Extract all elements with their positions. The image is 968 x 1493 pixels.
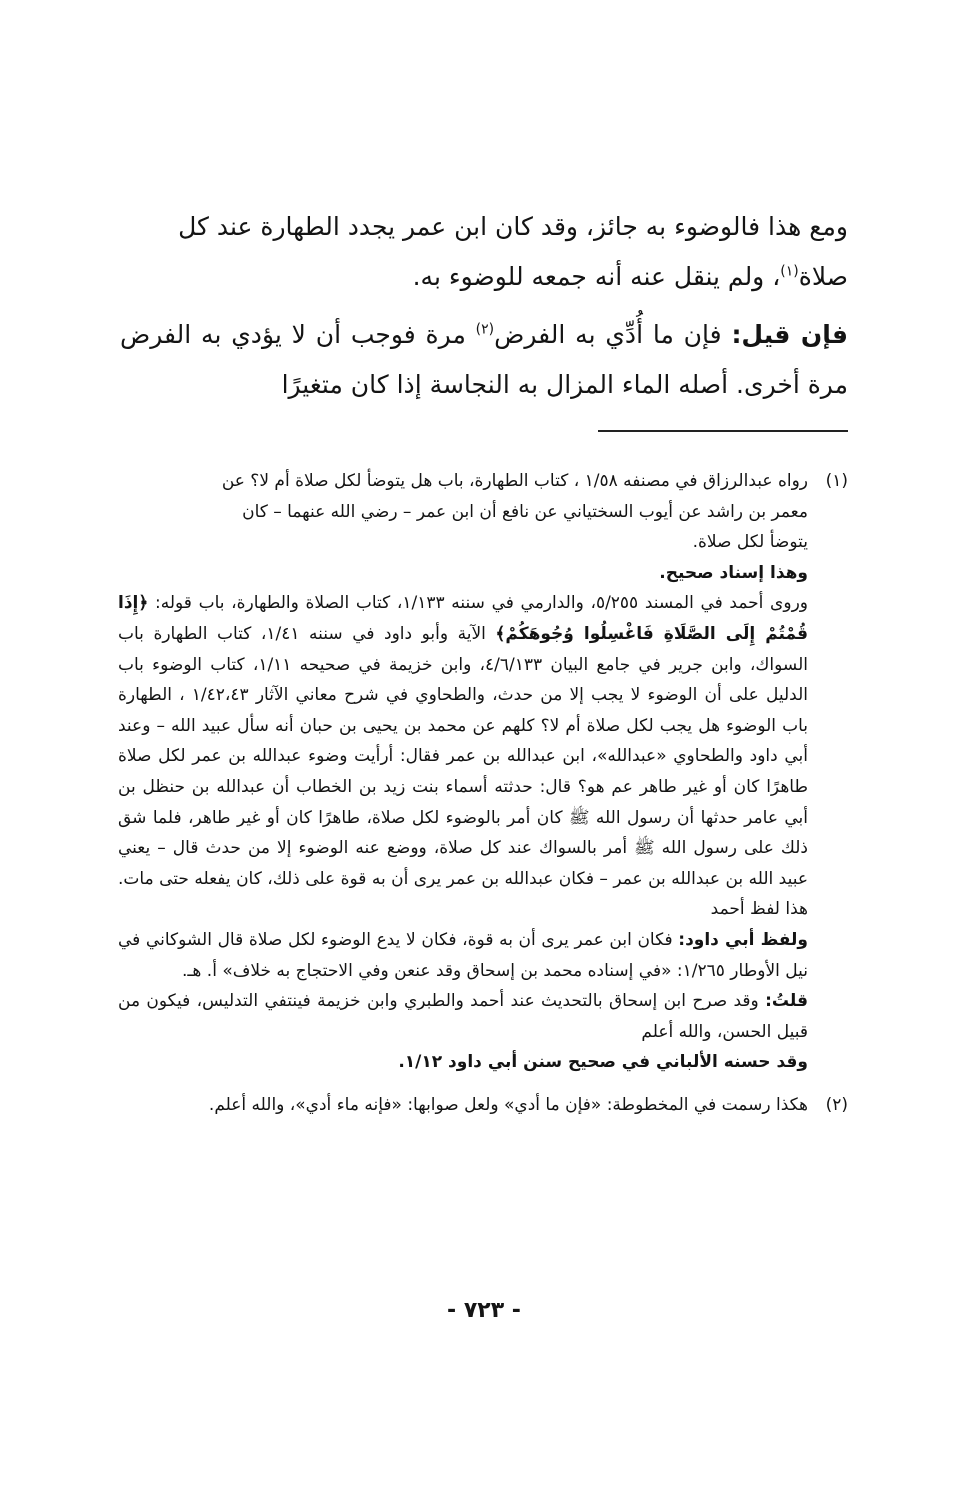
- footnote-reference-2: (٢): [475, 321, 495, 338]
- footnotes-block: [118, 466, 848, 1120]
- main-paragraph-2: [120, 310, 848, 410]
- footnote-separator: [598, 430, 848, 432]
- footnote-1-paragraph-a-after: الآية وأبو داود في سننه ١/٤١، كتاب الطهارة باب السواك، وابن جرير في جامع البيان ٤/٦/١٣٣، وابن خزيمة في صحيحه ١/١١، كتاب الوضوء باب الدليل على أن الوضوء لا يجب إلا من حدث، والطحاوي في شرح معاني الآثار ١/٤٢،٤٣ ، الطهارة باب الوضوء هل يجب لكل صلاة أم لا؟ كلهم عن محمد بن يحيى بن حبان أنه سأل عبيد الله – وعند أبي داود والطحاوي «عبدالله»، ابن عبدالله بن عمر فقال: أرأيت وضوء عبدالله بن عمر لكل صلاة طاهرًا كان أو غير طاهر عم هو؟ قال: حدثته أسماء بنت زيد بن الخطاب أن عبدالله بن حنظل بن أبي عامر حدثها أن رسول الله ﷺ كان أمر بالوضوء لكل صلاة، طاهرًا كان أو غير طاهر، فلما شق ذلك على رسول الله ﷺ أمر بالسواك عند كل صلاة، ووضع عنه الوضوء إلا من حدث قال – يعني عبيد الله بن عبدالله بن عمر – فكان عبدالله بن عمر يرى أن به قوة على ذلك، كان يفعله حتى مات. هذا لفظ أحمد: [118, 623, 808, 920]
- footnote-1: [118, 466, 848, 1078]
- main-paragraph-1-text-a: صلاة: [798, 262, 848, 291]
- footnote-1-paragraph-b-text: فكان ابن عمر يرى أن به قوة، فكان لا يدع الوضوء لكل صلاة قال الشوكاني في نيل الأوطار ١/٢٦٥: «في إسناده محمد بن إسحاق وقد عنعن وفي الاحتجاج به خلاف» أ. هـ.: [118, 929, 808, 981]
- main-paragraph-2-text-b: مرة فوجب أن لا يؤدي به الفرض مرة أخرى. أصله الماء المزال به النجاسة إذا كان متغيرًا: [120, 320, 848, 399]
- footnote-1-source-line-2: معمر بن راشد عن أيوب السختياني عن نافع أن ابن عمر – رضي الله عنهما – كان: [242, 501, 808, 522]
- main-paragraph-2-text-a: فإن ما أُدِّي به الفرض: [494, 320, 732, 349]
- quran-verse: ﴿إِذَا قُمْتُمْ إِلَى الصَّلَاةِ فَاغْسِلُوا وُجُوهَكُمْ﴾: [118, 593, 808, 644]
- footnote-1-paragraph-c-text: وقد صرح ابن إسحاق بالتحديث عند أحمد والطبري وابن خزيمة فينتفي التدليس، فيكون من قبيل الحسن، والله أعلم: [118, 991, 808, 1042]
- footnote-1-body: [118, 466, 808, 1078]
- footnote-1-source-line-1: رواه عبدالرزاق في مصنفه ١/٥٨ ، كتاب الطهارة، باب هل يتوضأ لكل صلاة أم لا؟ عن: [221, 471, 808, 491]
- footnote-1-paragraph-c: [118, 986, 808, 1047]
- footnote-1-number: (١): [825, 471, 848, 491]
- abu-dawud-lead: ولفظ أبي داود:: [678, 929, 808, 950]
- footnote-1-albani-line: وقد حسنه الألباني في صحيح سنن أبي داود ١/١٢.: [398, 1052, 808, 1073]
- footnote-2-text: هكذا رسمت في المخطوطة: «فإن ما أدي» ولعل صوابها: «فإنه ماء أدي»، والله أعلم.: [208, 1094, 808, 1115]
- page-number: - ٧٢٣ -: [447, 1298, 521, 1323]
- footnote-1-source-line-3: يتوضأ لكل صلاة.: [692, 532, 808, 553]
- footnote-1-paragraph-a-before: وروى أحمد في المسند ٥/٢٥٥، والدارمي في سننه ١/١٣٣، كتاب الصلاة والطهارة، باب قوله:: [148, 593, 808, 614]
- objection-lead: فإن قيل:: [731, 320, 849, 349]
- footnote-2-number: (٢): [825, 1094, 848, 1115]
- main-text-block: [120, 202, 848, 410]
- footnote-1-verdict: وهذا إسناد صحيح.: [659, 562, 808, 583]
- main-paragraph-1-text-b: ، ولم ينقل عنه أنه جمعه للوضوء به.: [412, 262, 781, 291]
- qultu-lead: قلتُ:: [765, 991, 808, 1012]
- footnote-2-body: [118, 1090, 808, 1121]
- main-paragraph-1-line-1: ومع هذا فالوضوء به جائز، وقد كان ابن عمر يجدد الطهارة عند كل: [178, 212, 848, 241]
- footnote-1-paragraph-b: [118, 925, 808, 986]
- footnote-1-paragraph-a: [118, 588, 808, 925]
- main-paragraph-1: [120, 202, 848, 302]
- footnote-reference-1: (١): [780, 263, 799, 280]
- footnote-2: [118, 1090, 848, 1121]
